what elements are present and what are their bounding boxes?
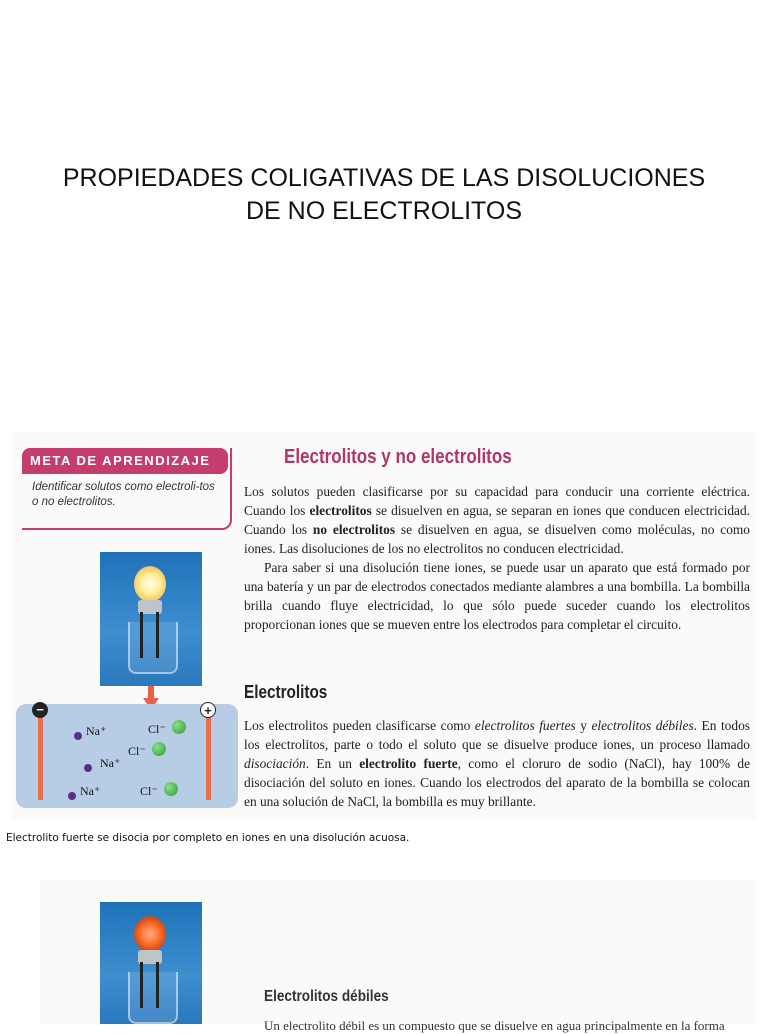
subsection-heading: Electrolitos [244,682,328,702]
cut-off-text: Un electrolito débil es un compuesto que se disuelve en agua principalmente en la forma [264,1018,725,1033]
plus-terminal-icon: + [200,702,216,718]
intro-text: Los solutos pueden clasificarse por su capacidad para conducir una corriente eléctrica. Cuando los electrolitos se disuelven en agua, se separan en iones que conducen electricidad. Cuando los no electrolitos se disuelven en agua, se disuelven como moléculas, no como iones. Las disoluciones de los no electrolitos no conducen electricidad. Para saber si una disolución tiene iones, se puede usar un aparato que está formado por una batería y un par de electrodos conectados mediante alambres a una bombilla. La bombilla brilla cuando fluye electricidad, lo que sólo puede suceder cuando los electrolitos proporcionan iones que se mueven entre los electrodos para completar el circuito. [244,484,750,632]
negative-electrode [38,714,43,800]
na-ion-label: Na⁺ [100,756,121,770]
na-ion-label: Na⁺ [86,724,107,738]
na-ion-dot [68,792,76,800]
cl-ion-label: Cl⁻ [148,722,166,736]
cl-ion-label: Cl⁻ [128,744,146,758]
cl-ion-dot [172,720,186,734]
title-line-1: PROPIEDADES COLIGATIVAS DE LAS DISOLUCIONES [62,164,706,192]
cl-ion-dot [152,742,166,756]
figure-caption: Electrolito fuerte se disocia por completo en iones en una disolución acuosa. [6,832,410,844]
positive-electrode [206,714,211,800]
minus-terminal-icon: − [32,702,48,718]
bright-bulb-icon [134,566,166,602]
learning-goal-box [22,448,232,530]
learning-goal-heading: META DE APRENDIZAJE [22,448,228,474]
dim-bulb-photo [100,902,202,1024]
cl-ion-label: Cl⁻ [140,784,158,798]
page-title [0,162,768,228]
subsection-heading-debiles: Electrolitos débiles [264,988,389,1005]
textbook-scan-electrolitos [12,432,756,820]
na-ion-label: Na⁺ [80,784,101,798]
learning-goal-text: Identificar solutos como electroli-tos o no electrolitos. [32,481,215,508]
cl-ion-dot [164,782,178,796]
na-ion-dot [84,764,92,772]
title-line-2: DE NO ELECTROLITOS [246,197,522,225]
electrolitos-text: Los electrolitos pueden clasificarse como electrolitos fuertes y electrolitos débiles. En todos los electrolitos, parte o todo el soluto que se disuelve produce iones, un proceso llamado disociación. En un electrolito fuerte, como el cloruro de sodio (NaCl), hay 100% de disociación del soluto en iones. Cuando los electrodos del aparato de la bombilla se colocan en una solución de NaCl, la bombilla es muy brillante. [244,718,751,809]
na-ion-dot [74,732,82,740]
ion-diagram [16,704,238,808]
bright-bulb-photo [100,552,202,686]
section-heading: Electrolitos y no electrolitos [284,446,512,468]
dim-bulb-icon [134,916,166,952]
textbook-scan-debiles [40,880,756,1033]
